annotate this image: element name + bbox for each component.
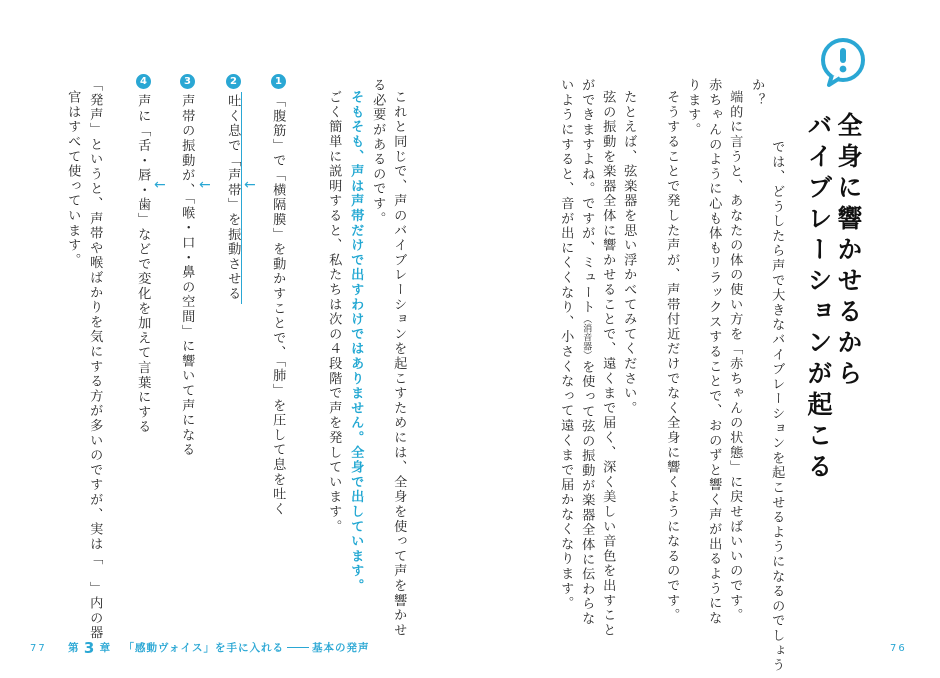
body-line: いようにすると、音が出にくくなり、小さくなって遠くまで届かなくなります。: [558, 78, 574, 611]
page-number-right: 76: [890, 643, 907, 654]
step-number-badge: 3: [180, 74, 195, 89]
emphasis-line: [349, 90, 362, 593]
flow-connector-line: [241, 92, 242, 304]
body-line: 「発声」というと、声帯や喉ばかりを気にする方が多いのですが、実は「 」内の器: [87, 78, 103, 641]
chapter-prefix: 第: [68, 642, 80, 654]
chapter-suffix: 章: [99, 642, 112, 654]
section-heading-line1: 全身に響かせるから: [834, 112, 863, 391]
emphasis-text: 全身で出しています。: [348, 445, 364, 594]
body-line: では、どうしたら声で大きなバイブレーションを起こせるようになるのでしょう: [769, 140, 785, 673]
mute-annotation: （消音器）: [581, 314, 592, 360]
arrow-left-icon: ←: [154, 177, 166, 193]
step-text: 「腹筋」で「横隔膜」を動かすことで、「肺」を圧して息を吐く: [270, 94, 286, 517]
emphasis-text: そもそも、声は声帯だけで出すわけではありません。: [348, 90, 364, 446]
running-footer: [68, 641, 369, 656]
body-line: これと同じで、声のバイブレーションを起こすためには、全身を使って声を響かせ: [391, 90, 407, 638]
chapter-number: 3: [83, 639, 96, 657]
footer-separator: [287, 647, 309, 648]
body-line: 官はすべて使っています。: [65, 90, 81, 268]
body-line: 端的に言うと、あなたの体の使い方を「赤ちゃんの状態」に戻せばいいのです。: [727, 90, 743, 623]
step-number-badge: 4: [136, 74, 151, 89]
section-heading-line2: バイブレーションが起こる: [804, 112, 833, 484]
arrow-left-icon: ←: [244, 177, 256, 193]
speech-bubble-exclamation-icon: [818, 36, 868, 88]
body-line: ごく簡単に説明すると、私たちは次の４段階で声を発しています。: [326, 90, 342, 534]
body-line: そうすることで発した声が、声帯付近だけでなく全身に響くようになるのです。: [664, 90, 680, 623]
body-line: 赤ちゃんのように心も体もリラックスすることで、おのずと響く声が出るようにな: [706, 78, 722, 626]
body-line: 弦の振動を楽器全体に響かせることで、遠くまで届く、深く美しい音色を出すこと: [600, 90, 616, 638]
step-text: 吐く息で「声帯」を振動させる: [225, 94, 241, 302]
body-line: ります。: [685, 78, 701, 138]
step-text: 声帯の振動が、「喉・口・鼻の空間」に響いて声になる: [179, 94, 195, 458]
body-line: たとえば、弦楽器を思い浮かべてみてください。: [621, 90, 637, 416]
arrow-left-icon: ←: [199, 177, 211, 193]
body-line: る必要があるのです。: [370, 78, 386, 226]
body-line: か？: [749, 78, 765, 108]
step-number-badge: 2: [226, 74, 241, 89]
step-text: 声に「舌・唇・歯」などで変化を加えて言葉にする: [135, 94, 151, 435]
page-number-left: 77: [30, 643, 47, 654]
section-title: 基本の発声: [311, 642, 370, 654]
body-line-mute: ができますよね。ですが、ミュート（消音器）を使って弦の振動が楽器全体に伝わらな: [579, 78, 595, 627]
step-number-badge: 1: [271, 74, 286, 89]
chapter-title: 「感動ヴォイス」を手に入れる: [123, 642, 284, 654]
